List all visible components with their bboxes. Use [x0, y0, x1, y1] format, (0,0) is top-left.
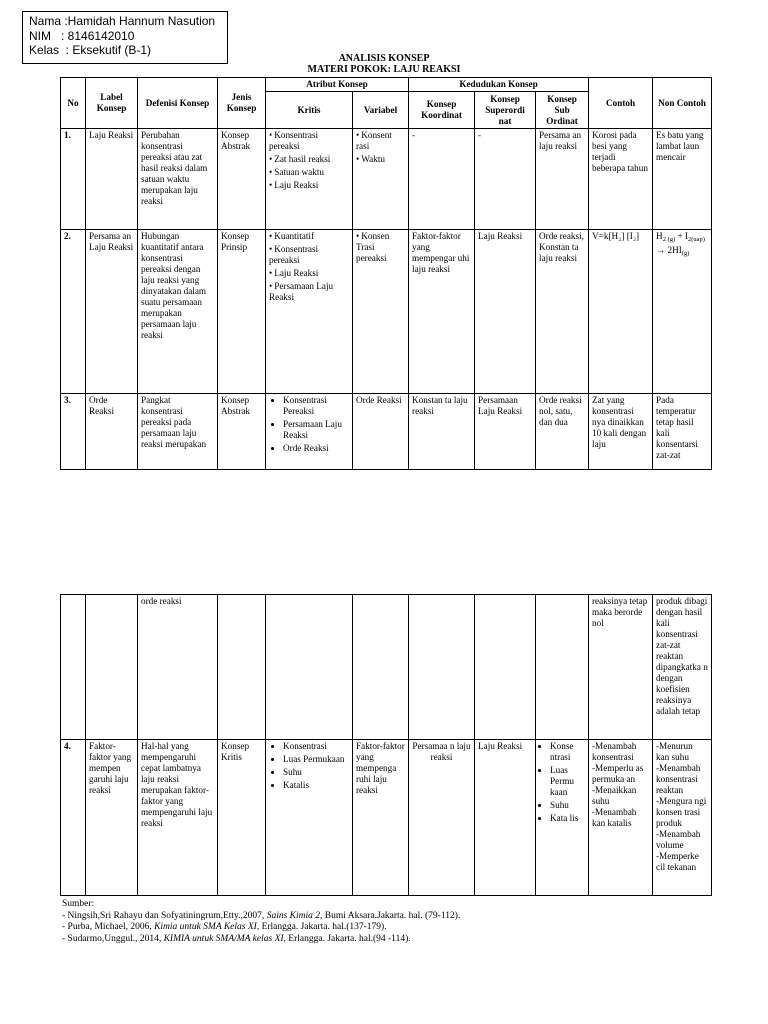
source-title: Sains Kimia 2	[266, 910, 320, 921]
variable-attributes	[353, 230, 409, 394]
list-item: • Konsentrasi Pereaksi	[283, 395, 349, 417]
equation-subscript: 2(uap)	[688, 236, 705, 243]
student-name: Nama :Hamidah Hannum Nasution	[29, 14, 216, 28]
list-item: • Kuantitatif	[269, 231, 349, 242]
equation-subscript: (g)	[681, 250, 690, 257]
list-item: -Menurun kan suhu	[656, 741, 693, 762]
header-noncontoh: Non Contoh	[653, 78, 712, 129]
list-item: • Konsentrasi pereaksi	[269, 130, 349, 152]
non-example	[653, 230, 712, 394]
list-item: • Luas Permu kaan	[550, 765, 585, 798]
header-contoh: Contoh	[589, 78, 653, 129]
critical-attributes	[266, 129, 353, 230]
concept-definition: Perubahan konsentrasi pereaksi atau zat hasil reaksi dalam satuan waktu merupakan laju reaksi	[138, 129, 218, 230]
row-number: 2.	[61, 230, 86, 394]
sources-section	[62, 899, 460, 945]
critical-attributes	[266, 740, 353, 896]
list-item: • Konse ntrasi	[550, 741, 585, 763]
concept-type: Konsep Kritis	[218, 740, 266, 896]
list-item: • Laju Reaksi	[269, 180, 349, 191]
concept-analysis-table-continued	[60, 594, 712, 896]
equation-part: → 2HI	[656, 245, 682, 255]
example: V=k[H₂] [I₂]	[589, 230, 653, 394]
table-row	[61, 595, 712, 740]
list-item: • Luas Permukaan	[283, 754, 349, 765]
list-item: • Konsentrasi	[283, 741, 349, 752]
coordinate-concept: Konstan ta laju reaksi	[409, 394, 475, 470]
source-text: , Erlangga. Jakarta. hal.(94 -114).	[283, 933, 411, 944]
concept-definition: Pangkat konsentrasi pereaksi pada persamaan laju reaksi merupakan	[138, 394, 218, 470]
superordinate-concept: Persamaan Laju Reaksi	[475, 394, 536, 470]
coordinate-concept: -	[409, 129, 475, 230]
header-variabel: Variabel	[353, 92, 409, 129]
equation-subscript: 2 (g)	[662, 236, 676, 243]
variable-attributes	[353, 129, 409, 230]
list-item: • Suhu	[283, 767, 349, 778]
sources-heading: Sumber:	[62, 899, 95, 909]
list-item: • Katalis	[283, 780, 349, 791]
page-title: ANALISIS KONSEP	[338, 53, 430, 64]
equation-part: H	[656, 231, 663, 241]
list-item: -Mengura ngi konsen trasi produk	[656, 796, 707, 828]
source-item	[62, 911, 460, 923]
header-kritis: Kritis	[266, 92, 353, 129]
concept-label: Laju Reaksi	[86, 129, 138, 230]
list-item: • Satuan waktu	[269, 167, 349, 178]
critical-attributes	[266, 394, 353, 470]
variable-attributes: Faktor-faktor yang mempenga ruhi laju reaksi	[353, 740, 409, 896]
list-item: • Orde Reaksi	[283, 443, 349, 454]
source-item	[62, 922, 460, 934]
subordinate-concept	[536, 740, 589, 896]
student-nim: NIM : 8146142010	[29, 28, 135, 43]
list-item: • Laju Reaksi	[269, 268, 349, 279]
list-item: -Menaikkan suhu	[592, 785, 637, 806]
header-subordinat: Konsep Sub Ordinat	[536, 92, 589, 129]
subordinate-concept: Orde reaksi, Konstan ta laju reaksi	[536, 230, 589, 394]
concept-definition: orde reaksi	[138, 595, 218, 740]
concept-label: Persama an Laju Reaksi	[86, 230, 138, 394]
row-number: 3.	[61, 394, 86, 470]
source-text: , Bumi Aksara.Jakarta. hal. (79-112).	[320, 910, 461, 921]
header-superordinat: Konsep Superordi nat	[475, 92, 536, 129]
non-example: produk dibagi dengan hasil kali konsentrasi zat-zat reaktan dipangkatka n dengan koefisien reaksinya adalah tetap	[653, 595, 712, 740]
coordinate-concept: Faktor-faktor yang mempengar uhi laju reaksi	[409, 230, 475, 394]
source-text: - Sudarmo,Unggul., 2014,	[62, 933, 164, 944]
list-item: -Menambah volume	[656, 829, 701, 850]
concept-type: Konsep Abstrak	[218, 129, 266, 230]
list-item: • Konsentrasi pereaksi	[269, 244, 349, 266]
concept-analysis-table	[60, 77, 712, 470]
list-item: • Waktu	[356, 154, 405, 165]
non-example: Pada temperatur tetap hasil kali konsentarsi zat-zat	[653, 394, 712, 470]
concept-type: Konsep Abstrak	[218, 394, 266, 470]
concept-definition: Hubungan kuantitatif antara konsentrasi pereaksi dengan laju reaksi yang dinyatakan dalam suatu persamaan merupakan persamaan laju reaksi	[138, 230, 218, 394]
source-title: KIMIA untuk SMA/MA kelas XI	[163, 933, 284, 944]
list-item: • Zat hasil reaksi	[269, 154, 349, 165]
header-no: No	[61, 78, 86, 129]
table-row	[61, 740, 712, 896]
header-koordinat: Konsep Koordinat	[409, 92, 475, 129]
student-class: Kelas : Eksekutif (B-1)	[29, 43, 152, 57]
superordinate-concept: -	[475, 129, 536, 230]
list-item: • Persamaan Laju Reaksi	[283, 419, 349, 441]
list-item: • Kata lis	[550, 813, 585, 824]
example: reaksinya tetap maka berorde nol	[589, 595, 653, 740]
list-item: • Konsent rasi	[356, 130, 405, 152]
header-atribut: Atribut Konsep	[266, 78, 409, 92]
header-definisi: Defenisi Konsep	[138, 78, 218, 129]
row-number: 1.	[61, 129, 86, 230]
header-label: Label Konsep	[86, 78, 138, 129]
list-item: • Persamaan Laju Reaksi	[269, 281, 349, 303]
row-number: 4.	[61, 740, 86, 896]
list-item: -Menambah konsentrasi	[592, 741, 637, 762]
superordinate-concept: Laju Reaksi	[475, 740, 536, 896]
example	[589, 740, 653, 896]
source-item	[62, 934, 460, 946]
concept-label: Faktor-faktor yang mempen garuhi laju reaksi	[86, 740, 138, 896]
concept-type: Konsep Prinsip	[218, 230, 266, 394]
source-text: - Ningsih,Sri Rahayu dan Sofyatiningrum,Etty.,2007,	[62, 910, 267, 921]
list-item: -Memperlu as permuka an	[592, 763, 644, 784]
list-item: -Menambah kan katalis	[592, 807, 637, 828]
non-example	[653, 740, 712, 896]
example: Zat yang konsentrasi nya dinaikkan 10 kali dengan laju	[589, 394, 653, 470]
table-row	[61, 129, 712, 230]
example: Korosi pada besi yang terjadi beberapa tahun	[589, 129, 653, 230]
concept-definition: Hal-hal yang mempengaruhi cepat lambatnya laju reaksi merupakan faktor-faktor yang mempengaruhi laju reaksi	[138, 740, 218, 896]
subordinate-concept: Persama an laju reaksi	[536, 129, 589, 230]
source-text: , Erlangga. Jakarta. hal.(137-179).	[256, 922, 387, 932]
non-example: Es batu yang lambat laun mencair	[653, 129, 712, 230]
concept-label: Orde Reaksi	[86, 394, 138, 470]
coordinate-concept: Persamaa n laju reaksi	[409, 740, 475, 896]
list-item: -Memperke cil tekanan	[656, 851, 699, 872]
header-kedudukan: Kedudukan Konsep	[409, 78, 589, 92]
superordinate-concept: Laju Reaksi	[475, 230, 536, 394]
list-item: -Menambah konsentrasi reaktan	[656, 763, 701, 795]
variable-attributes: Orde Reaksi	[353, 394, 409, 470]
equation-part: + I	[675, 231, 688, 241]
source-title: Kimia untuk SMA Kelas XI	[154, 922, 257, 932]
list-item: • Konsen Trasi pereaksi	[356, 231, 405, 264]
page-subtitle: MATERI POKOK: LAJU REAKSI	[307, 64, 461, 75]
header-jenis: Jenis Konsep	[218, 78, 266, 129]
critical-attributes	[266, 230, 353, 394]
table-row	[61, 230, 712, 394]
table-row	[61, 394, 712, 470]
list-item: • Suhu	[550, 800, 585, 811]
subordinate-concept: Orde reaksi nol, satu, dan dua	[536, 394, 589, 470]
source-text: - Purba, Michael, 2006,	[62, 922, 155, 932]
